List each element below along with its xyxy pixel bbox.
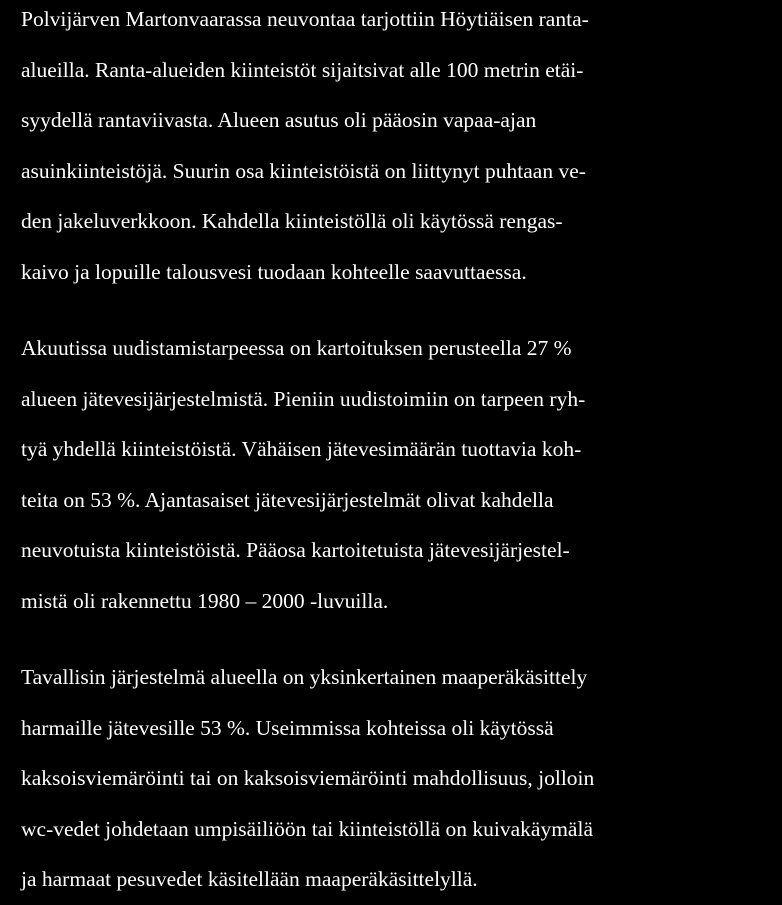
text-line: neuvotuista kiinteistöistä. Pääosa kartoitetuista jätevesijärjestel- bbox=[21, 538, 570, 562]
text-line: wc-vedet johdetaan umpisäiliöön tai kiinteistöllä on kuivakäymälä bbox=[21, 816, 593, 841]
text-line: den jakeluverkkoon. Kahdella kiinteistöllä oli käytössä rengas- bbox=[21, 209, 563, 233]
paragraph-common-system bbox=[21, 652, 771, 905]
text-line: kaksoisviemäröinti tai on kaksoisviemäröinti mahdollisuus, jolloin bbox=[21, 766, 595, 790]
text-line: mistä oli rakennettu 1980 – 2000 -luvuilla. bbox=[21, 588, 389, 613]
text-line: Akuutissa uudistamistarpeessa on kartoituksen perusteella 27 % bbox=[21, 336, 572, 360]
text-line: alueen jätevesijärjestelmistä. Pieniin uudistoimiin on tarpeen ryh- bbox=[21, 386, 586, 411]
paragraph-shoreline-areas bbox=[21, 0, 771, 297]
text-line: kaivo ja lopuille talousvesi tuodaan kohteelle saavuttaessa. bbox=[21, 259, 527, 284]
text-line: ja harmaat pesuvedet käsitellään maaperäkäsittelyllä. bbox=[21, 867, 478, 891]
text-line: syydellä rantaviivasta. Alueen asutus oli pääosin vapaa-ajan bbox=[21, 108, 537, 132]
paragraph-renewal-needs bbox=[21, 323, 771, 626]
text-line: asuinkiinteistöjä. Suurin osa kiinteistöistä on liittynyt puhtaan ve- bbox=[21, 158, 586, 183]
text-line: tyä yhdellä kiinteistöistä. Vähäisen jätevesimäärän tuottavia koh- bbox=[21, 437, 582, 461]
text-line: Tavallisin järjestelmä alueella on yksinkertainen maaperäkäsittely bbox=[21, 665, 588, 689]
text-line: alueilla. Ranta-alueiden kiinteistöt sijaitsivat alle 100 metrin etäi- bbox=[21, 57, 584, 82]
document-page bbox=[21, 0, 771, 905]
text-line: harmaille jätevesille 53 %. Useimmissa kohteissa oli käytössä bbox=[21, 715, 554, 740]
text-line: teita on 53 %. Ajantasaiset jätevesijärjestelmät olivat kahdella bbox=[21, 487, 554, 512]
text-line: Polvijärven Martonvaarassa neuvontaa tarjottiin Höytiäisen ranta- bbox=[21, 7, 589, 31]
